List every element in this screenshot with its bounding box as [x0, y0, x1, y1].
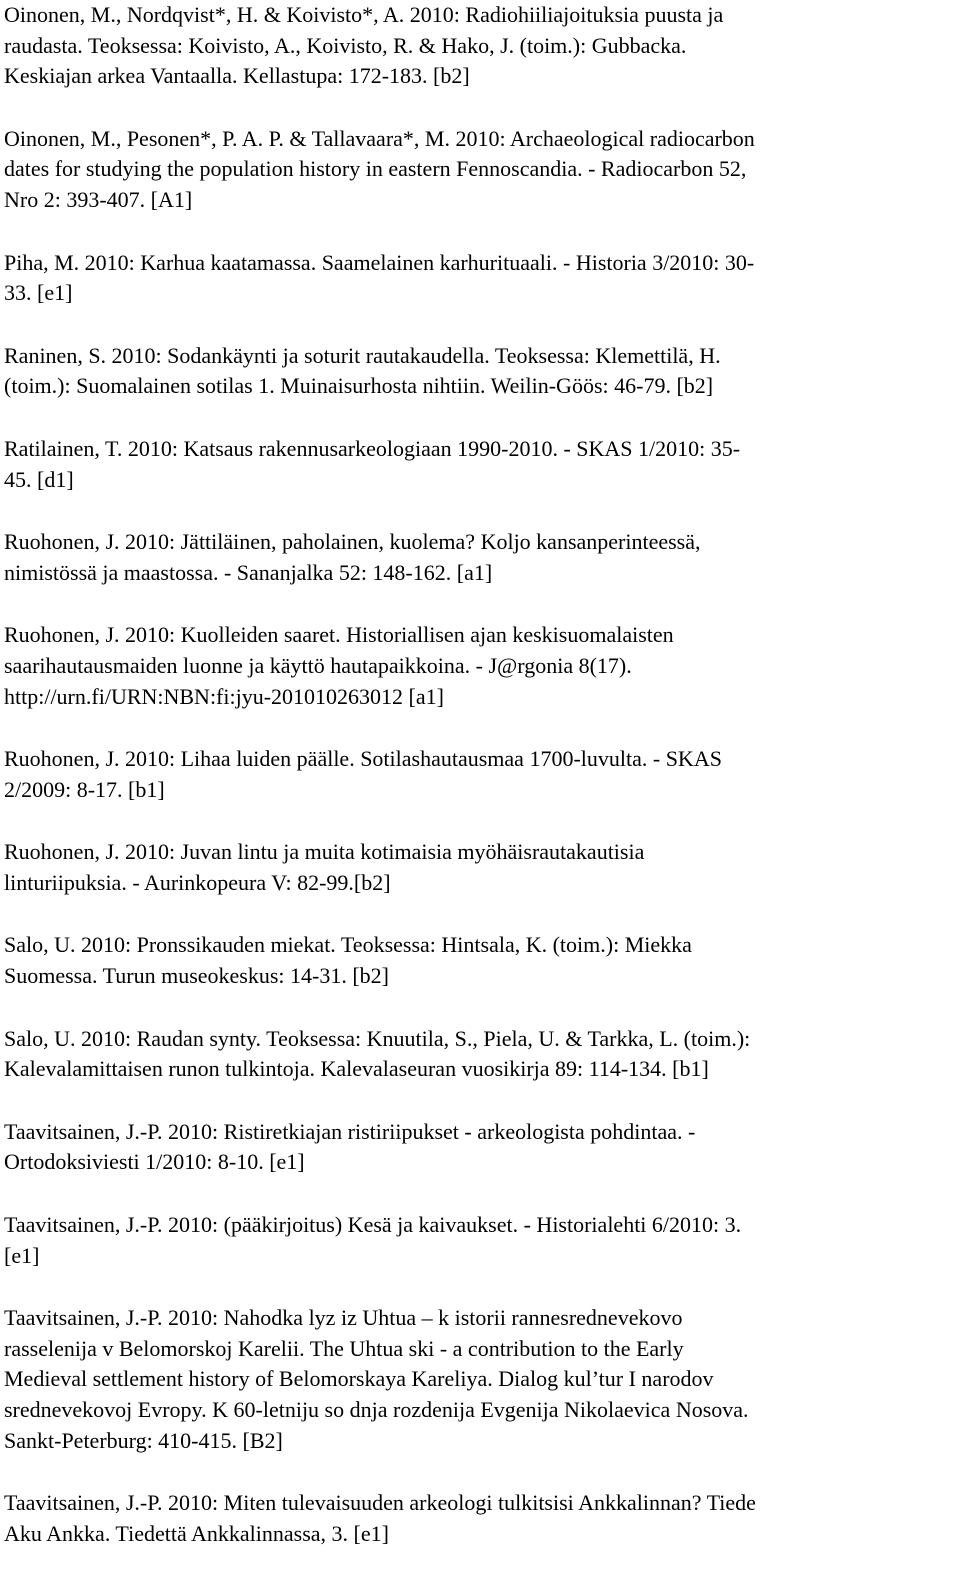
- reference-entry: [4, 1117, 954, 1178]
- reference-line: Piha, M. 2010: Karhua kaatamassa. Saamelainen karhurituaali. - Historia 3/2010: 30-: [4, 249, 755, 275]
- reference-line: Medieval settlement history of Belomorskaya Kareliya. Dialog kul’tur I narodov: [4, 1366, 714, 1392]
- reference-line: Oinonen, M., Nordqvist*, H. & Koivisto*, A. 2010: Radiohiiliajoituksia puusta ja: [4, 2, 724, 27]
- reference-line: saarihautausmaiden luonne ja käyttö hautapaikkoina. - J@rgonia 8(17).: [4, 652, 632, 678]
- reference-line: 33. [e1]: [4, 280, 73, 306]
- reference-line: Ortodoksiviesti 1/2010: 8-10. [e1]: [4, 1149, 305, 1175]
- reference-line: Taavitsainen, J.-P. 2010: Miten tulevaisuuden arkeologi tulkitsisi Ankkalinnan? Tiede: [4, 1490, 756, 1516]
- reference-line: Oinonen, M., Pesonen*, P. A. P. & Tallavaara*, M. 2010: Archaeological radiocarbon: [4, 125, 755, 151]
- reference-entry: [4, 1303, 954, 1456]
- reference-line: Taavitsainen, J.-P. 2010: (pääkirjoitus) Kesä ja kaivaukset. - Historialehti 6/2010: 3.: [4, 1212, 742, 1238]
- reference-line: Nro 2: 393-407. [A1]: [4, 186, 193, 212]
- reference-entry: [4, 837, 954, 898]
- reference-entry: [4, 527, 954, 588]
- reference-line: nimistössä ja maastossa. - Sananjalka 52: 148-162. [a1]: [4, 559, 493, 585]
- reference-list: [4, 0, 954, 1581]
- reference-line: Sankt-Peterburg: 410-415. [B2]: [4, 1427, 283, 1453]
- reference-line: Kalevalamittaisen runon tulkintoja. Kalevalaseuran vuosikirja 89: 114-134. [b1]: [4, 1056, 709, 1082]
- reference-line: Salo, U. 2010: Raudan synty. Teoksessa: Knuutila, S., Piela, U. & Tarkka, L. (toim.):: [4, 1025, 751, 1051]
- reference-entry: [4, 620, 954, 712]
- reference-line: Raninen, S. 2010: Sodankäynti ja soturit rautakaudella. Teoksessa: Klemettilä, H.: [4, 342, 721, 368]
- reference-entry: [4, 434, 954, 495]
- reference-line: 2/2009: 8-17. [b1]: [4, 776, 165, 802]
- reference-line: Taavitsainen, J.-P. 2010: Ristiretkiajan ristiriipukset - arkeologista pohdintaa. -: [4, 1118, 696, 1144]
- reference-line: Ruohonen, J. 2010: Jättiläinen, paholainen, kuolema? Koljo kansanperinteessä,: [4, 529, 701, 555]
- reference-line: Ruohonen, J. 2010: Juvan lintu ja muita kotimaisia myöhäisrautakautisia: [4, 839, 645, 865]
- reference-line: Ratilainen, T. 2010: Katsaus rakennusarkeologiaan 1990-2010. - SKAS 1/2010: 35-: [4, 435, 741, 461]
- reference-line: Suomessa. Turun museokeskus: 14-31. [b2]: [4, 963, 390, 989]
- reference-line: (toim.): Suomalainen sotilas 1. Muinaisurhosta nihtiin. Weilin-Göös: 46-79. [b2]: [4, 373, 714, 399]
- reference-entry: [4, 744, 954, 805]
- reference-line: Ruohonen, J. 2010: Lihaa luiden päälle. Sotilashautausmaa 1700-luvulta. - SKAS: [4, 746, 722, 772]
- reference-line: dates for studying the population history in eastern Fennoscandia. - Radiocarbon 52,: [4, 156, 747, 182]
- reference-line: 45. [d1]: [4, 466, 74, 492]
- reference-line: Ruohonen, J. 2010: Kuolleiden saaret. Historiallisen ajan keskisuomalaisten: [4, 622, 674, 648]
- reference-line: Keskiajan arkea Vantaalla. Kellastupa: 172-183. [b2]: [4, 63, 470, 89]
- reference-url-line: http://urn.fi/URN:NBN:fi:jyu-201010263012 [a1]: [4, 683, 444, 709]
- reference-entry: [4, 124, 954, 216]
- reference-entry: [4, 930, 954, 991]
- reference-line: Salo, U. 2010: Pronssikauden miekat. Teoksessa: Hintsala, K. (toim.): Miekka: [4, 932, 692, 958]
- reference-entry: [4, 1024, 954, 1085]
- reference-line: Aku Ankka. Tiedettä Ankkalinnassa, 3. [e1]: [4, 1520, 389, 1546]
- reference-line: [e1]: [4, 1242, 40, 1268]
- reference-entry: [4, 341, 954, 402]
- reference-entry: [4, 248, 954, 309]
- reference-line: srednevekovoj Evropy. K 60-letniju so dnja rozdenija Evgenija Nikolaevica Nosova.: [4, 1397, 749, 1422]
- reference-entry: [4, 1210, 954, 1271]
- reference-line: Taavitsainen, J.-P. 2010: Nahodka lyz iz Uhtua – k istorii rannesrednevekovo: [4, 1305, 683, 1331]
- reference-line: linturiipuksia. - Aurinkopeura V: 82-99.[b2]: [4, 869, 391, 895]
- reference-entry: [4, 1488, 954, 1549]
- reference-entry: [4, 0, 954, 92]
- reference-line: raudasta. Teoksessa: Koivisto, A., Koivisto, R. & Hako, J. (toim.): Gubbacka.: [4, 32, 687, 58]
- reference-line: rasselenija v Belomorskoj Karelii. The Uhtua ski - a contribution to the Early: [4, 1335, 684, 1361]
